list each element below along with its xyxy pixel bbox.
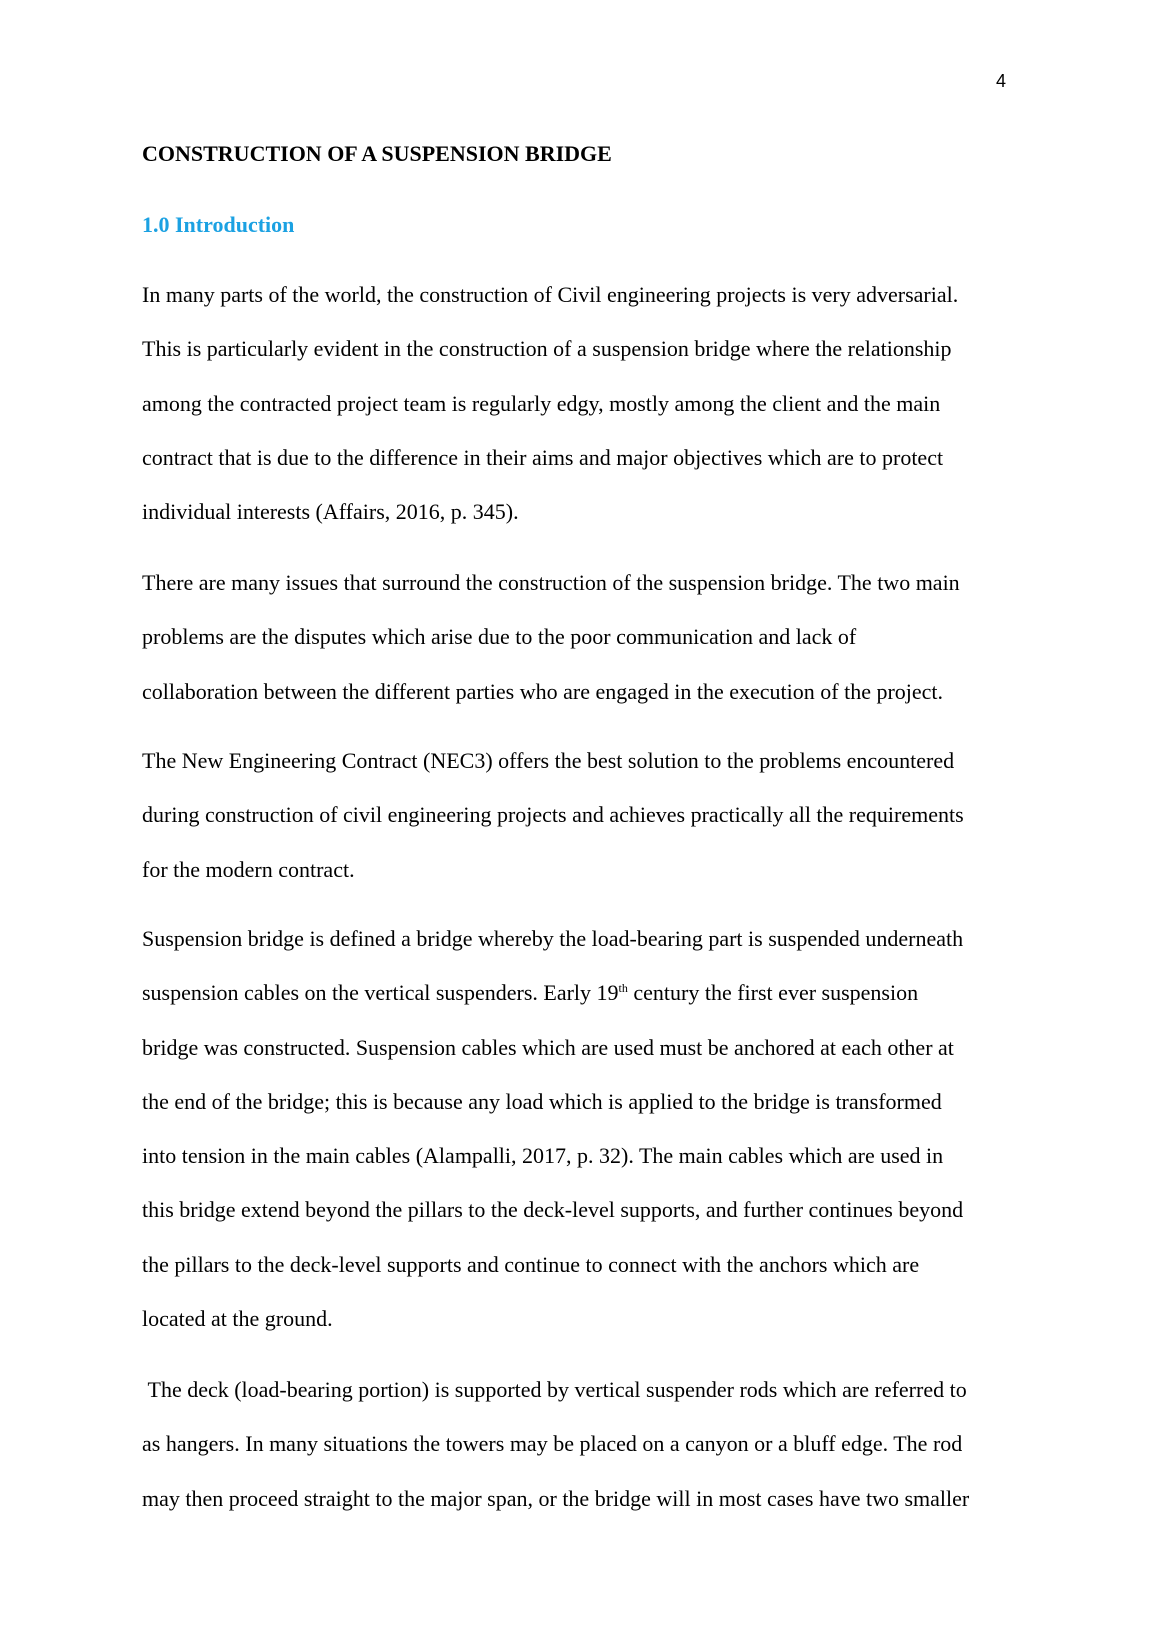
text-line: Suspension bridge is defined a bridge whereby the load-bearing part is suspended underneath [142,926,964,951]
text-line: may then proceed straight to the major span, or the bridge will in most cases have two smaller [142,1485,970,1511]
text-line: into tension in the main cables (Alampalli, 2017, p. 32). The main cables which are used in [142,1143,944,1169]
text-line: This is particularly evident in the construction of a suspension bridge where the relationship [142,336,952,362]
page-number: 4 [996,71,1007,91]
paragraph [142,268,1037,539]
text-line: the end of the bridge; this is because any load which is applied to the bridge is transformed [142,1088,942,1114]
text-line: this bridge extend beyond the pillars to the deck-level supports, and further continues beyond [142,1197,964,1223]
text-line: among the contracted project team is regularly edgy, mostly among the client and the main [142,390,941,416]
text-line: during construction of civil engineering projects and achieves practically all the requirements [142,802,964,828]
text-line: The New Engineering Contract (NEC3) offers the best solution to the problems encountered [142,748,955,773]
text-line-with-superscript [142,966,1037,1020]
text-line: the pillars to the deck-level supports and continue to connect with the anchors which are [142,1251,920,1277]
text-line: In many parts of the world, the construction of Civil engineering projects is very adversarial. [142,282,959,307]
text-line: individual interests (Affairs, 2016, p. 345). [142,499,519,525]
text-line: located at the ground. [142,1306,333,1332]
paragraph [142,556,1037,719]
text-segment: century the first ever suspension [627,980,919,1006]
paragraph [142,1363,1037,1526]
document-title: CONSTRUCTION OF A SUSPENSION BRIDGE [142,141,612,166]
paragraph [142,734,1037,897]
text-line: contract that is due to the difference in their aims and major objectives which are to protect [142,444,944,470]
text-line: bridge was constructed. Suspension cables which are used must be anchored at each other at [142,1034,954,1060]
ordinal-superscript: th [618,981,628,996]
text-line: as hangers. In many situations the towers may be placed on a canyon or a bluff edge. The rod [142,1431,963,1457]
section-heading-introduction: 1.0 Introduction [142,212,295,237]
text-line: collaboration between the different parties who are engaged in the execution of the project. [142,678,944,704]
text-line: There are many issues that surround the construction of the suspension bridge. The two main [142,570,960,595]
text-line: for the modern contract. [142,856,355,882]
paragraph [142,912,1037,1346]
text-segment: suspension cables on the vertical suspenders. Early 19 [142,980,619,1006]
text-line: problems are the disputes which arise due to the poor communication and lack of [142,624,857,650]
text-line: The deck (load-bearing portion) is supported by vertical suspender rods which are referred to [142,1377,967,1402]
